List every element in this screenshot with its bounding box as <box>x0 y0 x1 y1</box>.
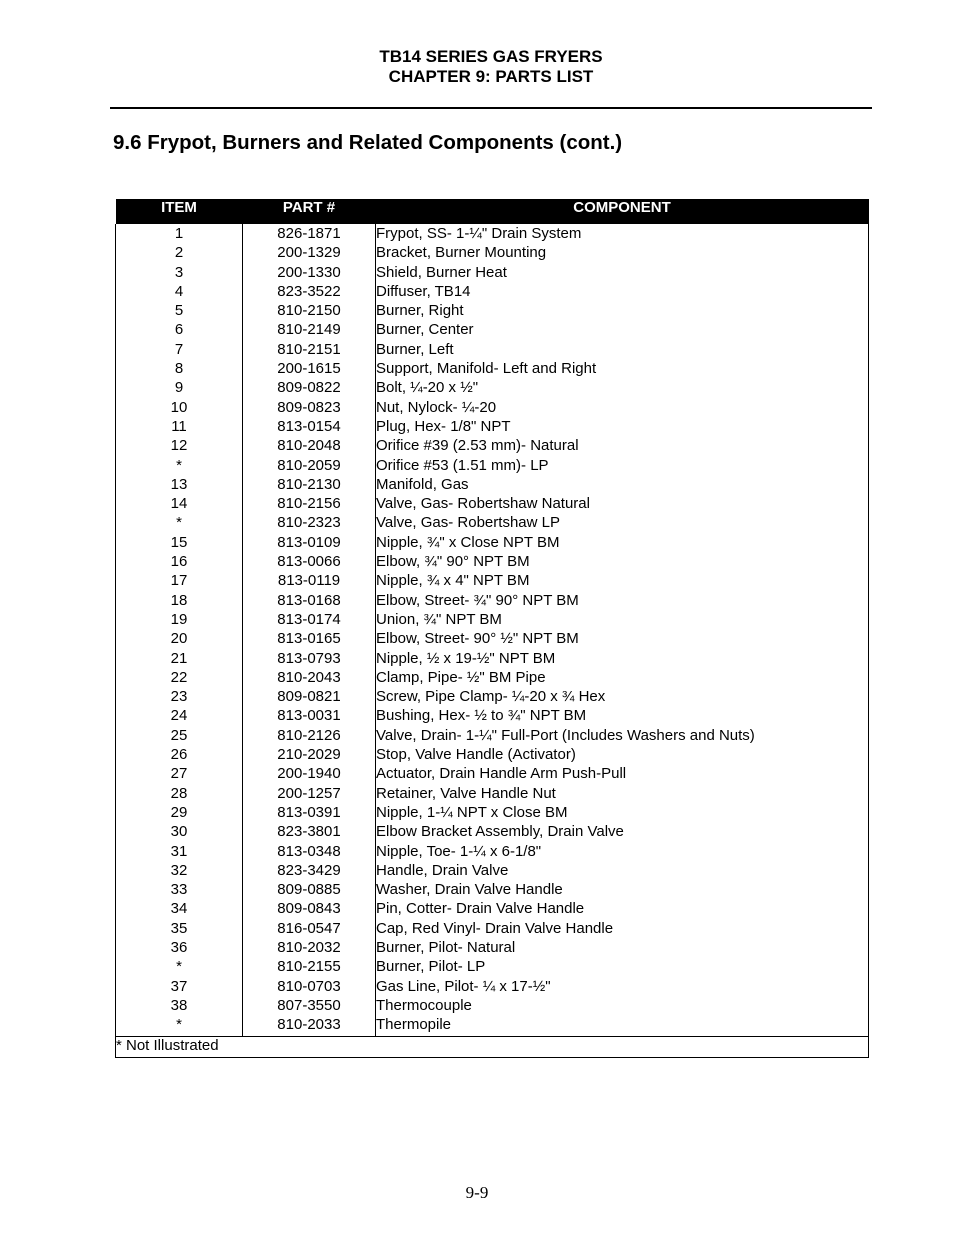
table-row <box>116 572 869 591</box>
item-number-cell: 30 <box>116 823 243 842</box>
part-number-cell: 813-0154 <box>243 418 376 437</box>
component-cell: Stop, Valve Handle (Activator) <box>376 746 869 765</box>
component-cell: Handle, Drain Valve <box>376 862 869 881</box>
item-number-cell: 20 <box>116 630 243 649</box>
part-number-cell: 809-0823 <box>243 399 376 418</box>
part-number-cell: 809-0822 <box>243 379 376 398</box>
table-row <box>116 862 869 881</box>
component-cell: Bolt, ¼-20 x ½" <box>376 379 869 398</box>
part-number-cell: 810-0703 <box>243 978 376 997</box>
part-number-cell: 810-2130 <box>243 476 376 495</box>
item-number-cell: 11 <box>116 418 243 437</box>
part-number-cell: 813-0168 <box>243 592 376 611</box>
table-row <box>116 592 869 611</box>
part-number-cell: 810-2032 <box>243 939 376 958</box>
table-row <box>116 630 869 649</box>
item-number-cell: 24 <box>116 707 243 726</box>
footnote-row <box>116 1037 869 1057</box>
part-number-cell: 823-3801 <box>243 823 376 842</box>
part-number-cell: 809-0885 <box>243 881 376 900</box>
part-number-cell: 813-0031 <box>243 707 376 726</box>
part-number-cell: 810-2156 <box>243 495 376 514</box>
item-number-cell: 12 <box>116 437 243 456</box>
footnote: * Not Illustrated <box>116 1037 869 1057</box>
table-row <box>116 900 869 919</box>
component-cell: Nipple, ¾" x Close NPT BM <box>376 534 869 553</box>
part-number-cell: 810-2149 <box>243 321 376 340</box>
part-number-cell: 809-0843 <box>243 900 376 919</box>
part-number-cell: 813-0348 <box>243 843 376 862</box>
component-cell: Union, ¾" NPT BM <box>376 611 869 630</box>
table-row <box>116 553 869 572</box>
part-number-cell: 200-1257 <box>243 785 376 804</box>
component-cell: Clamp, Pipe- ½" BM Pipe <box>376 669 869 688</box>
part-number-cell: 200-1615 <box>243 360 376 379</box>
part-number-cell: 810-2150 <box>243 302 376 321</box>
part-number-cell: 826-1871 <box>243 224 376 244</box>
item-number-cell: 28 <box>116 785 243 804</box>
component-cell: Burner, Right <box>376 302 869 321</box>
document-header <box>110 47 872 87</box>
part-number-cell: 823-3522 <box>243 283 376 302</box>
component-cell: Valve, Drain- 1-¼" Full-Port (Includes Washers and Nuts) <box>376 727 869 746</box>
part-number-cell: 813-0174 <box>243 611 376 630</box>
part-number-cell: 813-0165 <box>243 630 376 649</box>
item-number-cell: 15 <box>116 534 243 553</box>
component-cell: Bushing, Hex- ½ to ¾" NPT BM <box>376 707 869 726</box>
item-number-cell: 36 <box>116 939 243 958</box>
component-cell: Elbow, ¾" 90° NPT BM <box>376 553 869 572</box>
table-row <box>116 997 869 1016</box>
component-cell: Burner, Pilot- Natural <box>376 939 869 958</box>
item-number-cell: 26 <box>116 746 243 765</box>
component-cell: Elbow Bracket Assembly, Drain Valve <box>376 823 869 842</box>
item-number-cell: 33 <box>116 881 243 900</box>
table-row <box>116 688 869 707</box>
table-row <box>116 669 869 688</box>
table-row <box>116 379 869 398</box>
part-number-cell: 810-2126 <box>243 727 376 746</box>
item-number-cell: 4 <box>116 283 243 302</box>
table-row <box>116 534 869 553</box>
item-number-cell: 27 <box>116 765 243 784</box>
component-cell: Screw, Pipe Clamp- ¼-20 x ¾ Hex <box>376 688 869 707</box>
part-number-cell: 810-2059 <box>243 457 376 476</box>
table-row <box>116 437 869 456</box>
component-cell: Shield, Burner Heat <box>376 264 869 283</box>
item-number-cell: 5 <box>116 302 243 321</box>
component-cell: Plug, Hex- 1/8" NPT <box>376 418 869 437</box>
component-cell: Nipple, ½ x 19-½" NPT BM <box>376 650 869 669</box>
component-cell: Nipple, 1-¼ NPT x Close BM <box>376 804 869 823</box>
item-number-cell: 6 <box>116 321 243 340</box>
item-number-cell: 23 <box>116 688 243 707</box>
part-number-cell: 813-0119 <box>243 572 376 591</box>
item-number-cell: 13 <box>116 476 243 495</box>
table-row <box>116 244 869 263</box>
component-cell: Bracket, Burner Mounting <box>376 244 869 263</box>
table-row <box>116 341 869 360</box>
component-cell: Support, Manifold- Left and Right <box>376 360 869 379</box>
table-row <box>116 746 869 765</box>
component-cell: Pin, Cotter- Drain Valve Handle <box>376 900 869 919</box>
component-cell: Valve, Gas- Robertshaw Natural <box>376 495 869 514</box>
item-number-cell: 10 <box>116 399 243 418</box>
table-row <box>116 843 869 862</box>
section-title: 9.6 Frypot, Burners and Related Components (cont.) <box>113 131 623 154</box>
part-number-cell: 810-2048 <box>243 437 376 456</box>
item-number-cell: 17 <box>116 572 243 591</box>
item-number-cell: 9 <box>116 379 243 398</box>
item-number-cell: 38 <box>116 997 243 1016</box>
table-row <box>116 224 869 244</box>
part-number-cell: 810-2323 <box>243 514 376 533</box>
component-cell: Nipple, Toe- 1-¼ x 6-1/8" <box>376 843 869 862</box>
item-number-cell: 16 <box>116 553 243 572</box>
item-number-cell: * <box>116 1016 243 1037</box>
item-number-cell: 18 <box>116 592 243 611</box>
part-number-cell: 813-0793 <box>243 650 376 669</box>
component-cell: Burner, Center <box>376 321 869 340</box>
item-number-cell: 14 <box>116 495 243 514</box>
part-number-cell: 816-0547 <box>243 920 376 939</box>
table-row <box>116 727 869 746</box>
part-number-cell: 813-0109 <box>243 534 376 553</box>
table-row <box>116 823 869 842</box>
component-cell: Elbow, Street- ¾" 90° NPT BM <box>376 592 869 611</box>
component-cell: Nipple, ¾ x 4" NPT BM <box>376 572 869 591</box>
header-line-1: TB14 SERIES GAS FRYERS <box>379 47 603 66</box>
component-cell: Orifice #39 (2.53 mm)- Natural <box>376 437 869 456</box>
table-row <box>116 939 869 958</box>
table-row <box>116 495 869 514</box>
page-number: 9-9 <box>465 1183 489 1202</box>
column-header-component: COMPONENT <box>376 199 869 224</box>
item-number-cell: 3 <box>116 264 243 283</box>
part-number-cell: 810-2151 <box>243 341 376 360</box>
part-number-cell: 810-2155 <box>243 958 376 977</box>
part-number-cell: 200-1940 <box>243 765 376 784</box>
parts-table-body <box>116 224 869 1037</box>
table-row <box>116 881 869 900</box>
header-divider <box>110 107 872 109</box>
table-row <box>116 360 869 379</box>
item-number-cell: * <box>116 514 243 533</box>
table-row <box>116 264 869 283</box>
table-row <box>116 283 869 302</box>
component-cell: Cap, Red Vinyl- Drain Valve Handle <box>376 920 869 939</box>
component-cell: Nut, Nylock- ¼-20 <box>376 399 869 418</box>
item-number-cell: 8 <box>116 360 243 379</box>
table-row <box>116 804 869 823</box>
part-number-cell: 813-0066 <box>243 553 376 572</box>
item-number-cell: 34 <box>116 900 243 919</box>
component-cell: Thermopile <box>376 1016 869 1037</box>
column-header-part: PART # <box>243 199 376 224</box>
table-row <box>116 476 869 495</box>
item-number-cell: 31 <box>116 843 243 862</box>
table-row <box>116 707 869 726</box>
table-row <box>116 399 869 418</box>
component-cell: Frypot, SS- 1-¼" Drain System <box>376 224 869 244</box>
component-cell: Washer, Drain Valve Handle <box>376 881 869 900</box>
component-cell: Valve, Gas- Robertshaw LP <box>376 514 869 533</box>
component-cell: Gas Line, Pilot- ¼ x 17-½" <box>376 978 869 997</box>
item-number-cell: 29 <box>116 804 243 823</box>
part-number-cell: 807-3550 <box>243 997 376 1016</box>
item-number-cell: 7 <box>116 341 243 360</box>
component-cell: Diffuser, TB14 <box>376 283 869 302</box>
component-cell: Orifice #53 (1.51 mm)- LP <box>376 457 869 476</box>
component-cell: Elbow, Street- 90° ½" NPT BM <box>376 630 869 649</box>
component-cell: Burner, Pilot- LP <box>376 958 869 977</box>
item-number-cell: 21 <box>116 650 243 669</box>
component-cell: Manifold, Gas <box>376 476 869 495</box>
column-header-item: ITEM <box>116 199 243 224</box>
table-row <box>116 457 869 476</box>
component-cell: Burner, Left <box>376 341 869 360</box>
part-number-cell: 210-2029 <box>243 746 376 765</box>
header-line-2: CHAPTER 9: PARTS LIST <box>388 67 594 86</box>
part-number-cell: 200-1330 <box>243 264 376 283</box>
table-row <box>116 958 869 977</box>
item-number-cell: 35 <box>116 920 243 939</box>
part-number-cell: 813-0391 <box>243 804 376 823</box>
table-row <box>116 302 869 321</box>
table-row <box>116 920 869 939</box>
part-number-cell: 823-3429 <box>243 862 376 881</box>
table-row <box>116 785 869 804</box>
part-number-cell: 200-1329 <box>243 244 376 263</box>
table-row <box>116 611 869 630</box>
table-row <box>116 978 869 997</box>
table-row <box>116 1016 869 1037</box>
part-number-cell: 809-0821 <box>243 688 376 707</box>
table-row <box>116 765 869 784</box>
item-number-cell: * <box>116 958 243 977</box>
parts-table-header <box>116 199 869 224</box>
item-number-cell: 32 <box>116 862 243 881</box>
item-number-cell: 1 <box>116 224 243 244</box>
table-row <box>116 418 869 437</box>
item-number-cell: 37 <box>116 978 243 997</box>
item-number-cell: 2 <box>116 244 243 263</box>
part-number-cell: 810-2043 <box>243 669 376 688</box>
table-row <box>116 650 869 669</box>
part-number-cell: 810-2033 <box>243 1016 376 1037</box>
item-number-cell: 22 <box>116 669 243 688</box>
component-cell: Thermocouple <box>376 997 869 1016</box>
item-number-cell: * <box>116 457 243 476</box>
item-number-cell: 19 <box>116 611 243 630</box>
item-number-cell: 25 <box>116 727 243 746</box>
table-row <box>116 321 869 340</box>
table-row <box>116 514 869 533</box>
component-cell: Retainer, Valve Handle Nut <box>376 785 869 804</box>
parts-table <box>115 199 869 1058</box>
component-cell: Actuator, Drain Handle Arm Push-Pull <box>376 765 869 784</box>
